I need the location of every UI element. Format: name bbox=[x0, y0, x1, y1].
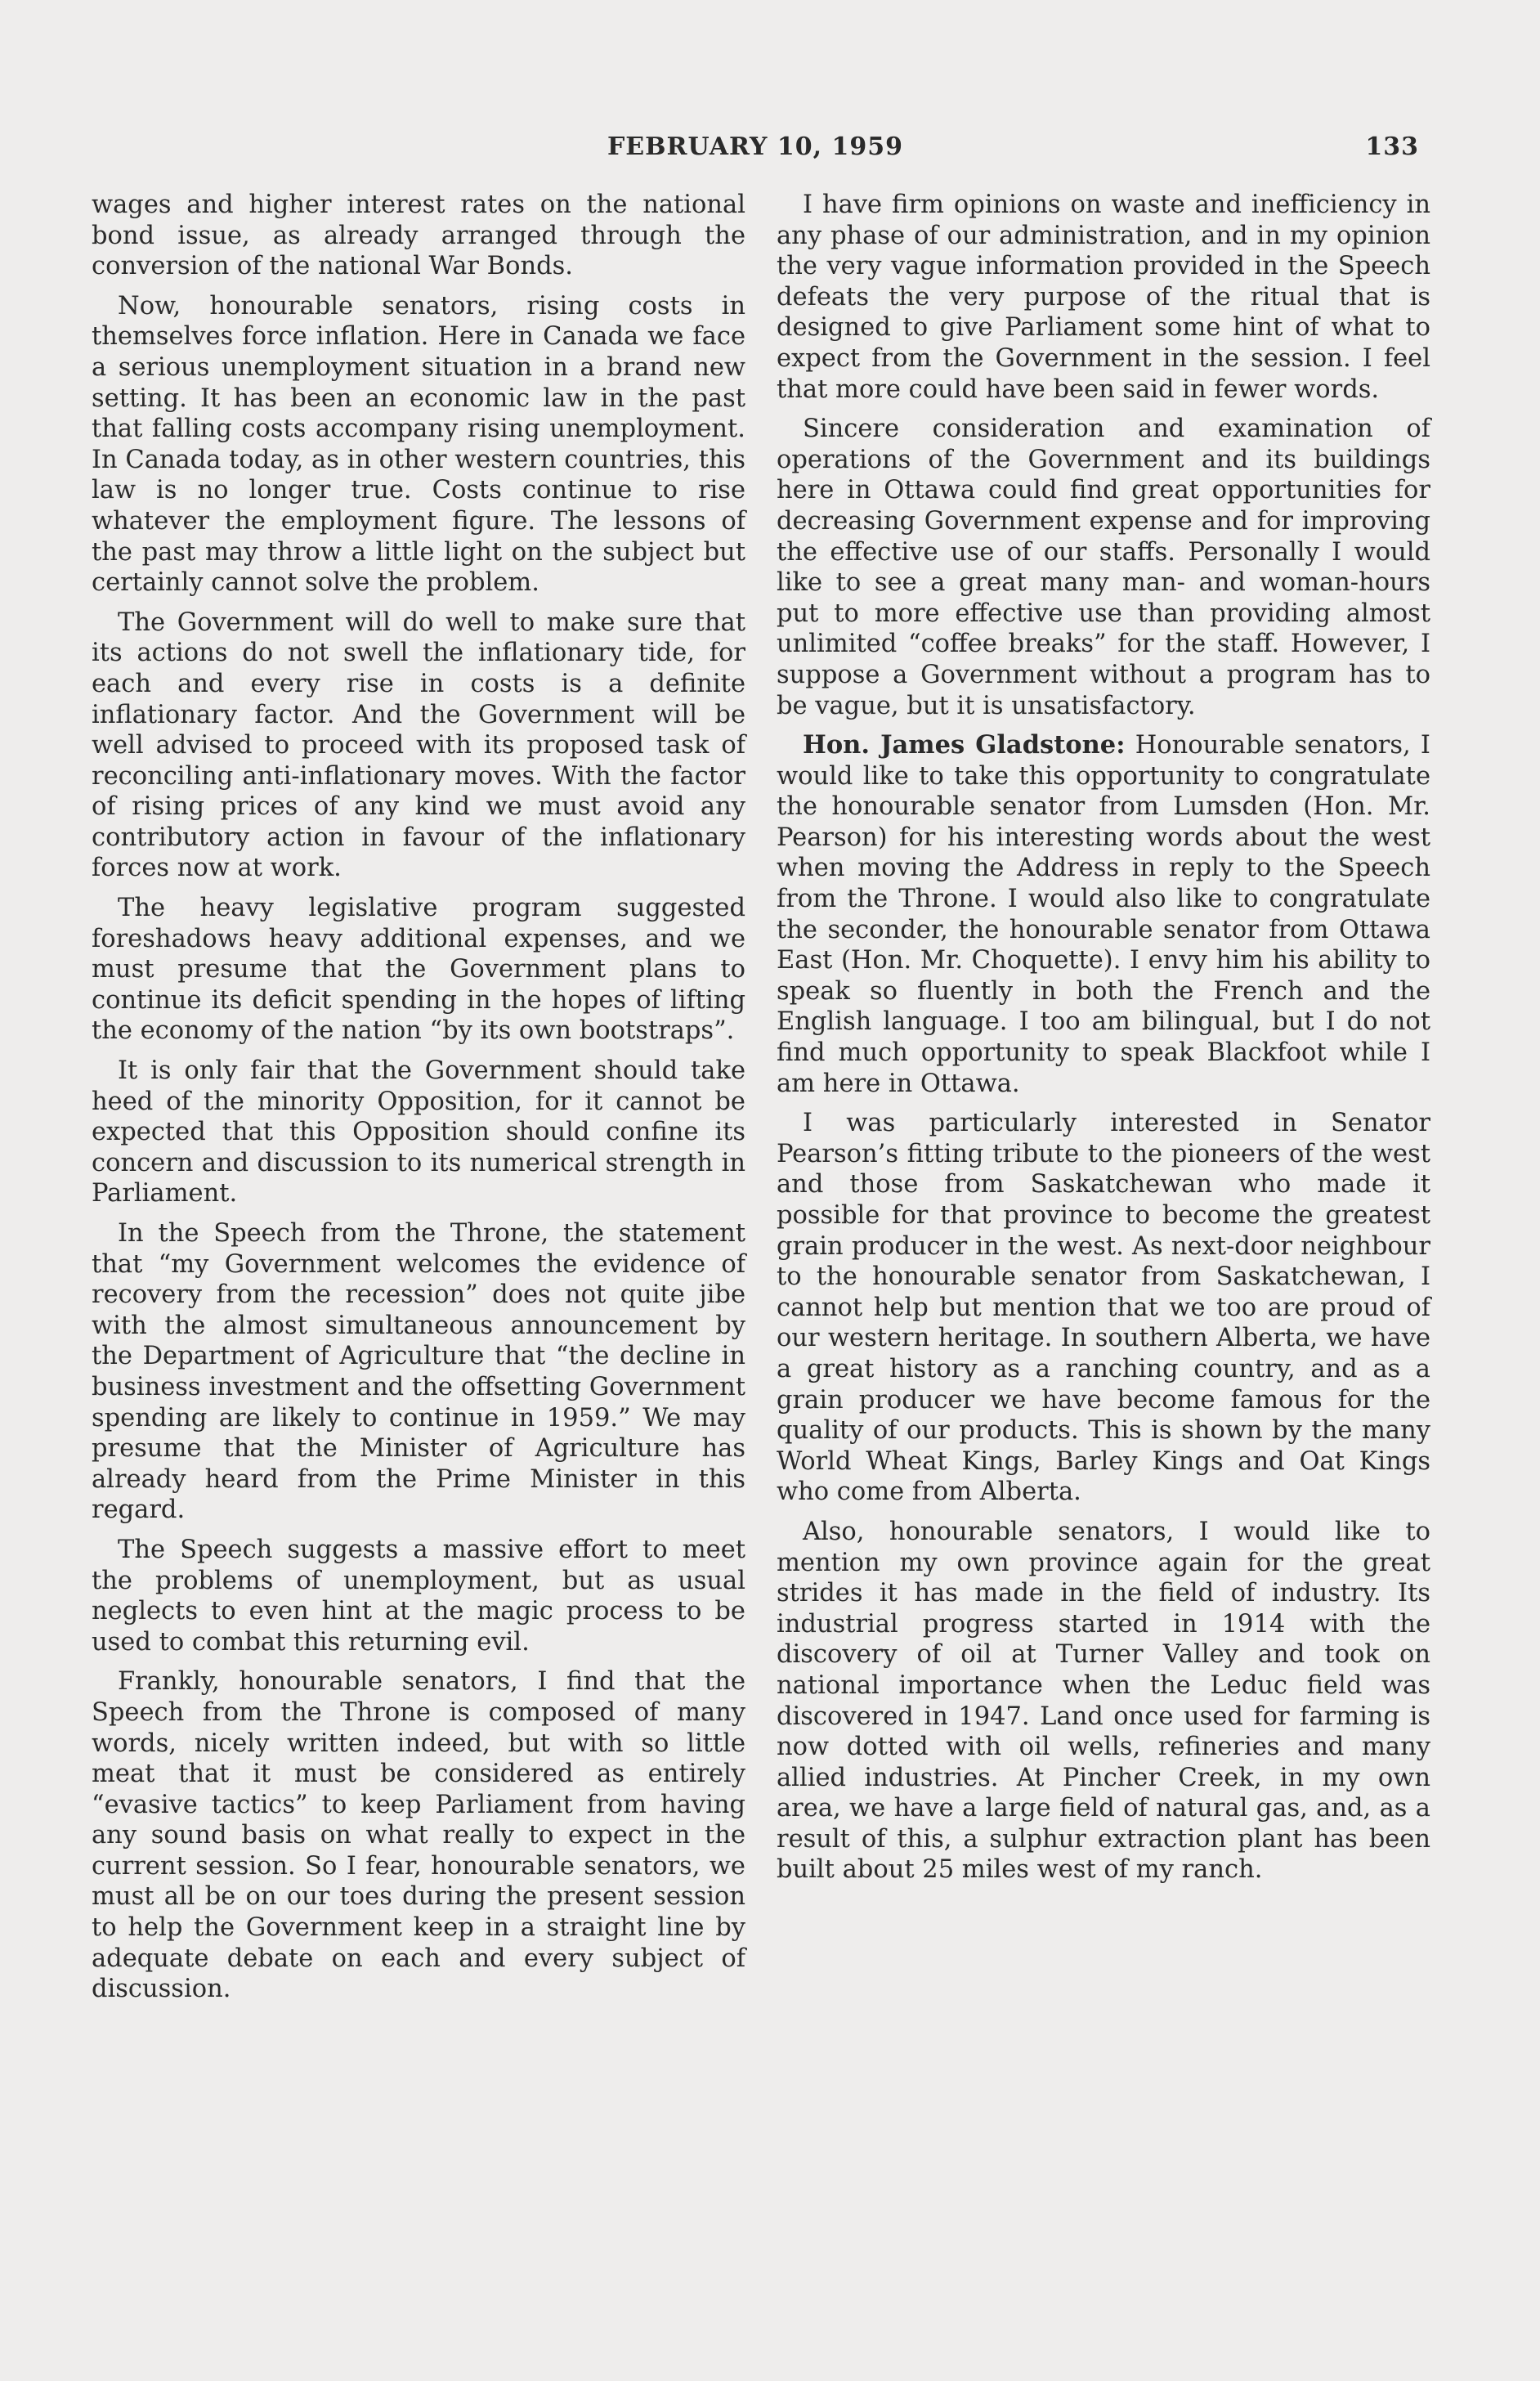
speaker-text: Honourable senators, I would like to take this opportunity to congratulate the honourable senator from Lumsden (Hon. Mr. Pearson) for his interesting words about the west when moving the Address in reply to the Speech from the Throne. I would also like to congratulate the seconder, the honourable senator from Ottawa East (Hon. Mr. Choquette). I envy him his ability to speak so fluently in both the French and the English language. I too am bilingual, but I do not find much opportunity to speak Blackfoot while I am here in Ottawa. bbox=[777, 731, 1430, 1098]
right-column bbox=[777, 190, 1430, 1894]
paragraph: The heavy legislative program suggested foreshadows heavy additional expenses, and we must presume that the Government plans to continue its deficit spending in the hopes of lifting the economy of the nation “by its own bootstraps”. bbox=[92, 894, 745, 1046]
speaker-name: Hon. James Gladstone: bbox=[803, 730, 1126, 760]
paragraph: The Speech suggests a massive effort to meet the problems of unemployment, but as usual neglects to even hint at the magic process to be used to combat this returning evil. bbox=[92, 1535, 745, 1657]
speaker-paragraph bbox=[777, 730, 1430, 1099]
paragraph: In the Speech from the Throne, the statement that “my Government welcomes the evidence of recovery from the recession” does not quite jibe with the almost simultaneous announcement by the Department of Agriculture that “the decline in business investment and the offsetting Government spending are likely to continue in 1959.” We may presume that the Minister of Agriculture has already heard from the Prime Minister in this regard. bbox=[92, 1219, 745, 1525]
paragraph: Sincere consideration and examination of operations of the Government and its buildings here in Ottawa could find great opportunities for decreasing Government expense and for improving the effective use of our staffs. Personally I would like to see a great many man- and woman-hours put to more effective use than providing almost unlimited “coffee breaks” for the staff. However, I suppose a Government without a program has to be vague, but it is unsatisfactory. bbox=[777, 415, 1430, 720]
page-header bbox=[92, 129, 1419, 170]
header-date: FEBRUARY 10, 1959 bbox=[607, 132, 903, 161]
page-number: 133 bbox=[1365, 132, 1419, 161]
left-column bbox=[92, 190, 745, 2014]
paragraph: I have firm opinions on waste and inefficiency in any phase of our administration, and in my opinion the very vague information provided in the Speech defeats the very purpose of the ritual that is designed to give Parliament some hint of what to expect from the Government in the session. I feel that more could have been said in fewer words. bbox=[777, 191, 1430, 404]
paragraph: Frankly, honourable senators, I find that the Speech from the Throne is composed of many words, nicely written indeed, but with so little meat that it must be considered as entirely “evasive tactics” to keep Parliament from having any sound basis on what really to expect in the current session. So I fear, honourable senators, we must all be on our toes during the present session to help the Government keep in a straight line by adequate debate on each and every subject of discussion. bbox=[92, 1667, 745, 2004]
paragraph: I was particularly interested in Senator Pearson’s fitting tribute to the pioneers of the west and those from Saskatchewan who made it possible for that province to become the greatest grain producer in the west. As next-door neighbour to the honourable senator from Saskatchewan, I cannot help but mention that we too are proud of our western heritage. In southern Alberta, we have a great history as a ranching country, and as a grain producer we have become famous for the quality of our products. This is shown by the many World Wheat Kings, Barley Kings and Oat Kings who come from Alberta. bbox=[777, 1109, 1430, 1507]
paragraph: It is only fair that the Government should take heed of the minority Opposition, for it cannot be expected that this Opposition should confine its concern and discussion to its numerical strength in Parliament. bbox=[92, 1056, 745, 1208]
paragraph: The Government will do well to make sure that its actions do not swell the inflationary tide, for each and every rise in costs is a definite inflationary factor. And the Government will be well advised to proceed with its proposed task of reconciling anti-inflationary moves. With the factor of rising prices of any kind we must avoid any contributory action in favour of the inflationary forces now at work. bbox=[92, 608, 745, 883]
paragraph: Now, honourable senators, rising costs in themselves force inflation. Here in Canada we face a serious unemployment situation in a brand new setting. It has been an economic law in the past that falling costs accompany rising unemployment. In Canada today, as in other western countries, this law is no longer true. Costs continue to rise whatever the employment figure. The lessons of the past may throw a little light on the subject but certainly cannot solve the problem. bbox=[92, 291, 745, 598]
paragraph: Also, honourable senators, I would like to mention my own province again for the great strides it has made in the field of industry. Its industrial progress started in 1914 with the discovery of oil at Turner Valley and took on national importance when the Leduc field was discovered in 1947. Land once used for farming is now dotted with oil wells, refineries and many allied industries. At Pincher Creek, in my own area, we have a large field of natural gas, and, as a result of this, a sulphur extraction plant has been built about 25 miles west of my ranch. bbox=[777, 1517, 1430, 1885]
paragraph: wages and higher interest rates on the national bond issue, as already arranged through the conversion of the national War Bonds. bbox=[92, 191, 745, 281]
